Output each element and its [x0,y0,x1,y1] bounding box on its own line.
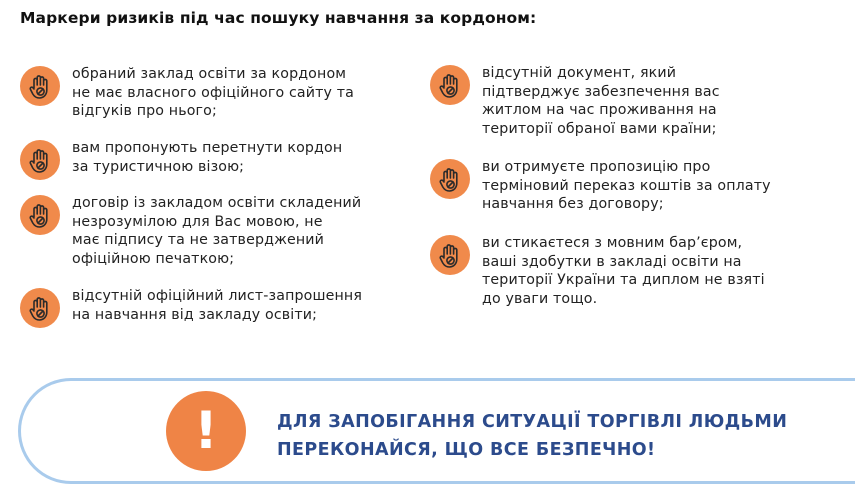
risk-item [430,234,765,308]
risk-item [430,158,771,214]
risk-item [20,139,342,180]
exclamation-icon: ! [166,391,246,471]
banner-line-1: ДЛЯ ЗАПОБІГАННЯ СИТУАЦІЇ ТОРГІВЛІ ЛЮДЬМИ [277,412,788,432]
stop-hand-icon [20,195,60,235]
risk-item-text: відсутній офіційний лист-запрошення на навчання від закладу освіти; [72,288,363,323]
page-title: Маркери ризиків під час пошуку навчання за кордоном: [20,9,537,27]
risk-item-text: ви отримуєте пропозицію про терміновий переказ коштів за оплату навчання без договору; [482,159,771,212]
stop-hand-icon [430,235,470,275]
risk-item [20,194,361,268]
stop-hand-icon [20,66,60,106]
banner-message [277,408,787,464]
risk-item-text: вам пропонують перетнути кордон за туристичною візою; [72,140,343,175]
risk-item-text: договір із закладом освіти складений незрозумілою для Вас мовою, не має підпису та не затверджений офіційною печаткою; [72,195,362,267]
risk-item [430,64,720,138]
risk-item [20,287,362,328]
risk-item [20,65,354,121]
risk-item-text: ви стикаєтеся з мовним бар’єром, ваші здобутки в закладі освіти на території України та диплом не взяті до уваги тощо. [482,235,765,307]
risk-item-text: обраний заклад освіти за кордоном не має власного офіційного сайту та відгуків про нього; [72,66,354,119]
stop-hand-icon [20,288,60,328]
stop-hand-icon [430,65,470,105]
stop-hand-icon [430,159,470,199]
banner-line-2: ПЕРЕКОНАЙСЯ, ЩО ВСЕ БЕЗПЕЧНО! [277,440,656,460]
stop-hand-icon [20,140,60,180]
risk-item-text: відсутній документ, який підтверджує забезпечення вас житлом на час проживання на території обраної вами країни; [482,65,720,137]
